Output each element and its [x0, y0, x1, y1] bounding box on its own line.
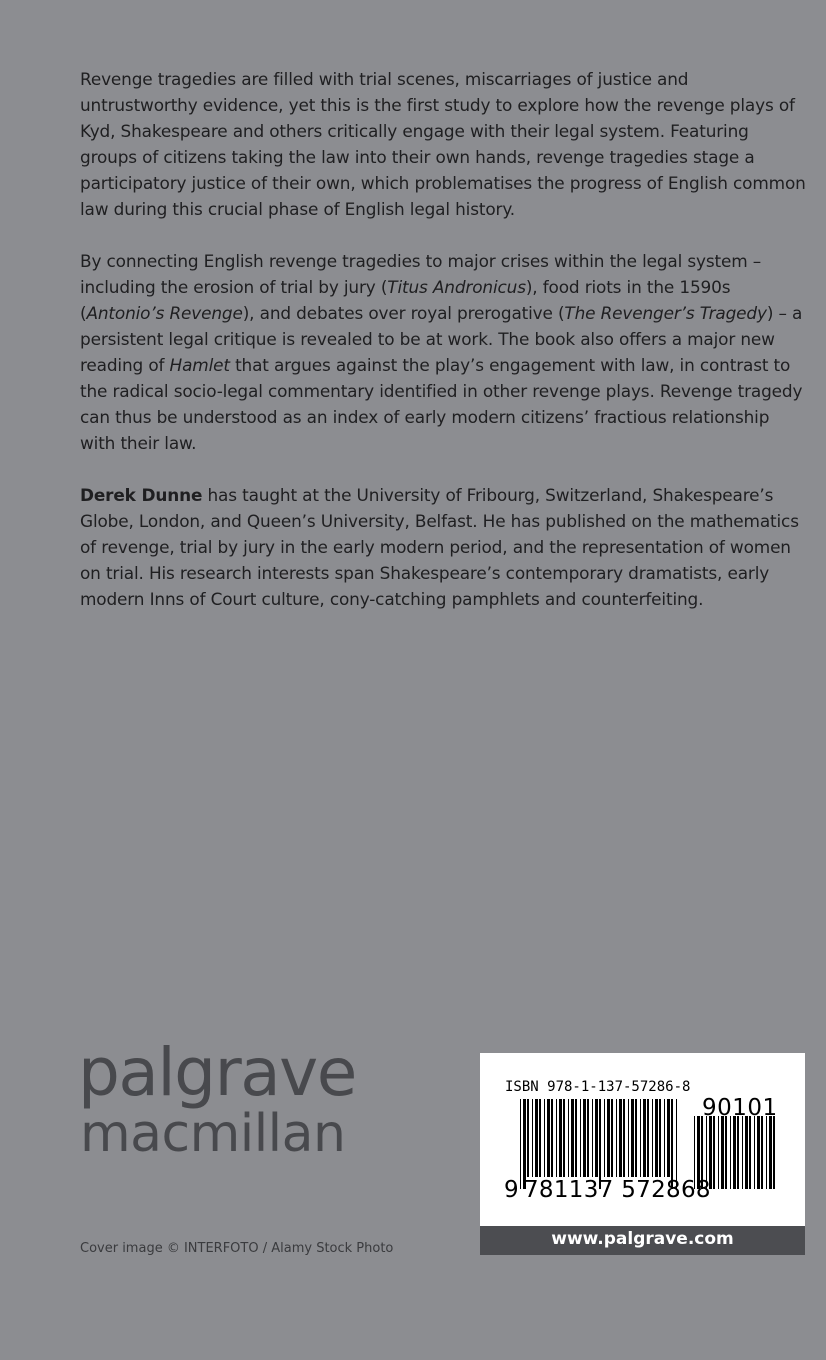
barcode-bar: [664, 1099, 665, 1177]
barcode-bar: [635, 1099, 637, 1177]
blurb-text: ), and debates over royal prerogative (: [242, 303, 565, 323]
barcode-bar: [667, 1099, 670, 1177]
barcode-bar: [761, 1116, 763, 1189]
author-name: Derek Dunne: [80, 485, 203, 505]
barcode-bar: [713, 1116, 715, 1189]
barcode-bar: [607, 1099, 610, 1177]
barcode-bar: [721, 1116, 724, 1189]
barcode-bar: [757, 1116, 760, 1189]
logo-macmillan: macmillan: [80, 1104, 346, 1164]
cover-image-credit: Cover image © INTERFOTO / Alamy Stock Photo: [80, 1241, 394, 1256]
barcode-bar: [616, 1099, 617, 1177]
barcode-bar: [544, 1099, 545, 1177]
barcode-bar: [730, 1116, 731, 1189]
barcode-bar: [580, 1099, 581, 1177]
barcode-bar: [599, 1099, 601, 1189]
barcode-addon-digits: 90101: [702, 1095, 778, 1121]
barcode-bar: [628, 1099, 629, 1177]
logo-palgrave: palgrave: [78, 1034, 356, 1111]
barcode-bar: [587, 1099, 589, 1177]
barcode-bar: [623, 1099, 625, 1177]
title-revengers-tragedy: The Revenger’s Tragedy: [564, 303, 767, 323]
title-antonios-revenge: Antonio’s Revenge: [86, 303, 243, 323]
barcode-bar: [592, 1099, 593, 1177]
barcode-bar: [655, 1099, 658, 1177]
barcode-bar: [527, 1099, 529, 1177]
barcode-bar: [742, 1116, 743, 1189]
barcode-bar: [745, 1116, 748, 1189]
barcode-bar: [652, 1099, 653, 1177]
barcode-bar: [604, 1099, 605, 1177]
barcode-first-digit: 9: [504, 1177, 519, 1203]
barcode-bar: [676, 1099, 677, 1189]
barcode-bar: [539, 1099, 541, 1177]
title-titus-andronicus: Titus Andronicus: [387, 277, 526, 297]
author-bio-text: has taught at the University of Fribourg, Switzerland, Shakespeare’s Globe, London, and Queen’s University, Belfast. He has published on the mathematics of revenge, trial by jury in the early modern period, and the representation of women on trial. His research interests span Shakespeare’s contemporary dramatists, early modern Inns of Court culture, cony-catching pamphlets and counterfeiting.: [80, 485, 799, 609]
isbn-label: ISBN 978-1-137-57286-8: [505, 1079, 691, 1095]
barcode-bar: [766, 1116, 767, 1189]
barcode-bar: [520, 1099, 521, 1189]
blurb-text: that argues against the play’s engagement with law, in contrast to the radical socio-legal commentary identified in other revenge plays. Revenge tragedy can thus be understood as an index of early modern citizens’ fractious relationship with their law.: [80, 355, 803, 453]
barcode-bar: [571, 1099, 574, 1177]
barcode-digits: 781137 572868: [524, 1177, 711, 1203]
barcode-bar: [659, 1099, 661, 1177]
barcode-bar: [551, 1099, 553, 1177]
barcode-bar: [671, 1099, 673, 1189]
barcode-bar: [769, 1116, 772, 1189]
barcode-bar: [631, 1099, 634, 1177]
blurb-paragraph-2: [80, 248, 808, 456]
barcode-bar: [563, 1099, 565, 1177]
barcode-bar: [611, 1099, 613, 1177]
barcode-bar: [547, 1099, 550, 1177]
barcode-bar: [749, 1116, 751, 1189]
blurb-text: ) – a persistent legal critique is revealed to be at work. The book also offers a major new reading of: [80, 303, 803, 375]
isbn-barcode: [480, 1053, 805, 1226]
blurb-text: By connecting English revenge tragedies to major crises within the legal system – including the erosion of trial by jury (: [80, 251, 762, 297]
barcode-bar: [718, 1116, 719, 1189]
barcode-bar: [725, 1116, 727, 1189]
barcode-bar: [754, 1116, 755, 1189]
barcode-bar: [773, 1116, 775, 1189]
barcode-bar: [647, 1099, 649, 1177]
barcode-bar: [640, 1099, 641, 1177]
back-cover-blurb: [80, 66, 808, 638]
barcode-bar: [583, 1099, 586, 1177]
publisher-logo: [78, 1034, 356, 1164]
barcode-bar: [532, 1099, 533, 1177]
publisher-url: www.palgrave.com: [480, 1226, 805, 1255]
barcode-bar: [556, 1099, 557, 1177]
barcode-bar: [523, 1099, 526, 1189]
barcode-bar: [619, 1099, 622, 1177]
barcode-bar: [568, 1099, 569, 1177]
barcode-bar: [575, 1099, 577, 1177]
barcode-bar: [733, 1116, 736, 1189]
barcode-bar: [737, 1116, 739, 1189]
blurb-text: ), food riots in the 1590s (: [80, 277, 731, 323]
title-hamlet: Hamlet: [169, 355, 230, 375]
barcode-bar: [559, 1099, 562, 1177]
barcode-bar: [535, 1099, 538, 1177]
barcode-bar: [595, 1099, 598, 1177]
barcode-bar: [643, 1099, 646, 1177]
blurb-paragraph-1: Revenge tragedies are filled with trial scenes, miscarriages of justice and untrustworthy evidence, yet this is the first study to explore how the revenge plays of Kyd, Shakespeare and others critically engage with their legal system. Featuring groups of citizens taking the law into their own hands, revenge tragedies stage a participatory justice of their own, which problematises the progress of English common law during this crucial phase of English legal history.: [80, 69, 806, 219]
author-bio: [80, 482, 808, 612]
